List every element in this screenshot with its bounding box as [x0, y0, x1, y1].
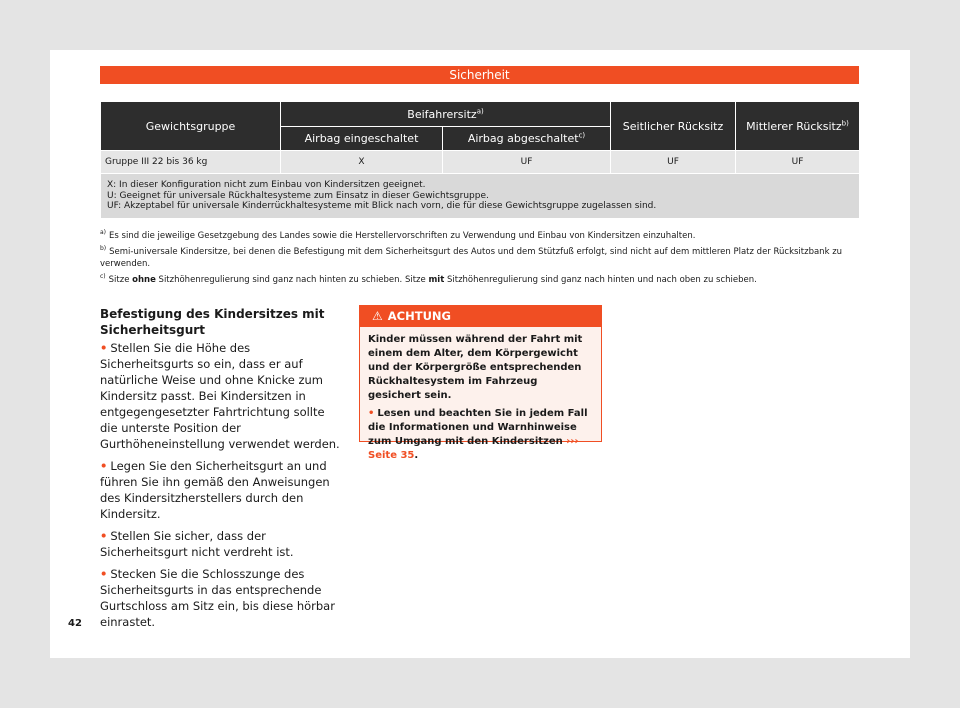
legend-uf: UF: Akzeptabel für universale Kinderrückhaltesysteme mit Blick nach vorn, die für diese Gewichtsgruppe zugelassen sind.: [107, 201, 657, 211]
list-item: • Legen Sie den Sicherheitsgurt an und führen Sie ihn gemäß den Anweisungen des Kindersitzherstellers durch den Kindersitz.: [100, 459, 330, 521]
list-item: • Stellen Sie die Höhe des Sicherheitsgurts so ein, dass er auf natürliche Weise und ohne Knicke zum Kindersitz passt. Bei Kindersitzen in entgegengesetzter Fahrtrichtung sollte die unterste Position der Gurthöheneinstellung verwendet werden.: [100, 341, 340, 451]
cell-airbag-on: X: [281, 151, 443, 174]
footnotes: [100, 230, 859, 290]
header-side-rear-seat: Seitlicher Rücksitz: [611, 102, 736, 151]
warning-bullet: • Lesen und beachten Sie in jedem Fall die Informationen und Warnhinweise zum Umgang mit den Kindersitzen ››› Seite 35.: [368, 408, 588, 461]
cell-airbag-off: UF: [443, 151, 611, 174]
warning-text: Kinder müssen während der Fahrt mit einem dem Alter, dem Körpergewicht und der Körpergröße entsprechenden Rückhaltesystem im Fahrzeug gesichert sein.: [368, 334, 583, 401]
cell-middle-rear: UF: [736, 151, 860, 174]
footnote-a: $^{a)}$ Es sind die jeweilige Gesetzgebung des Landes sowie die Herstellervorschriften zu Verwendung und Einbau von Kindersitzen einzuhalten.: [100, 229, 696, 241]
warning-triangle-icon: ⚠: [372, 309, 383, 323]
legend-u: U: Geeignet für universale Rückhaltesysteme zum Einsatz in dieser Gewichtsgruppe.: [107, 190, 489, 201]
table-row: [101, 151, 860, 174]
header-weight-group: Gewichtsgruppe: [101, 102, 281, 151]
warning-header: [360, 306, 601, 327]
page-link[interactable]: ››› Seite 35: [368, 436, 579, 461]
warning-title: ACHTUNG: [387, 309, 451, 323]
list-item: • Stecken Sie die Schlosszunge des Sicherheitsgurts in das entsprechende Gurtschloss am Sitz ein, bis diese hörbar einrastet.: [100, 567, 335, 629]
header-passenger-seat: Beifahrersitz$^{a)}$: [281, 102, 611, 127]
cell-weight-group: Gruppe III 22 bis 36 kg: [101, 151, 281, 174]
header-middle-rear-seat: Mittlerer Rücksitz$^{b)}$: [736, 102, 860, 151]
section-banner: Sicherheit: [100, 66, 859, 84]
warning-body: [360, 327, 601, 463]
warning-box: [359, 305, 602, 461]
manual-page: [50, 50, 910, 658]
table-legend-row: [101, 174, 860, 219]
legend-x: X: In dieser Konfiguration nicht zum Einbau von Kindersitzen geeignet.: [107, 180, 426, 190]
child-seat-table: [100, 101, 860, 219]
header-airbag-on: Airbag eingeschaltet: [281, 127, 443, 151]
section-heading: Befestigung des Kindersitzes mit Sicherheitsgurt: [100, 307, 325, 337]
footnote-c: $^{c)}$ Sitze ohne Sitzhöhenregulierung sind ganz nach hinten zu schieben. Sitze mit Sitzhöhenregulierung sind ganz nach hinten und nach oben zu schieben.: [100, 273, 757, 285]
page-number: 42: [68, 618, 82, 629]
list-item: • Stellen Sie sicher, dass der Sicherheitsgurt nicht verdreht ist.: [100, 529, 294, 559]
header-airbag-off: Airbag abgeschaltet$^{c)}$: [443, 127, 611, 151]
table-legend: [101, 174, 860, 219]
footnote-b: $^{b)}$ Semi-universale Kindersitze, bei denen die Befestigung mit dem Sicherheitsgurt des Autos und dem Stützfuß erfolgt, sind nicht auf dem mittleren Platz der Rücksitzbank zu verwenden.: [100, 245, 843, 269]
cell-side-rear: UF: [611, 151, 736, 174]
instruction-list: [100, 340, 345, 636]
